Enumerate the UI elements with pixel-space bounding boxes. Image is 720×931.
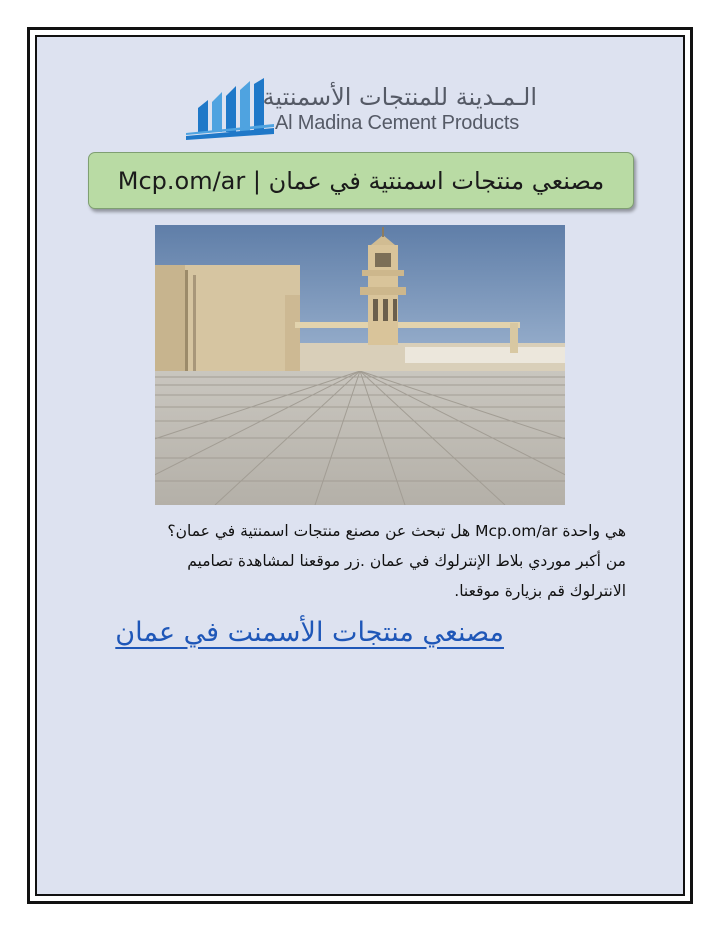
- title-banner: [88, 152, 634, 209]
- logo-english-name: Al Madina Cement Products: [275, 112, 520, 134]
- paved-courtyard-with-minaret-photo: [155, 225, 565, 505]
- body-line-3: الانترلوك قم بزيارة موقعنا.: [454, 582, 626, 600]
- body-paragraph: [86, 516, 626, 606]
- body-line-1: هي واحدة Mcp.om/ar هل تبحث عن مصنع منتجات اسمنتية في عمان؟: [167, 522, 626, 540]
- banner-title: مصنعي منتجات اسمنتية في عمان | Mcp.om/ar: [117, 166, 605, 195]
- logo-arabic-name: الـمـدينة للمنتجات الأسمنتية: [262, 83, 537, 111]
- body-line-2: من أكبر موردي بلاط الإنترلوك في عمان .زر موقعنا لمشاهدة تصاميم: [187, 552, 626, 570]
- cement-products-link[interactable]: مصنعي منتجات الأسمنت في عمان: [115, 617, 504, 648]
